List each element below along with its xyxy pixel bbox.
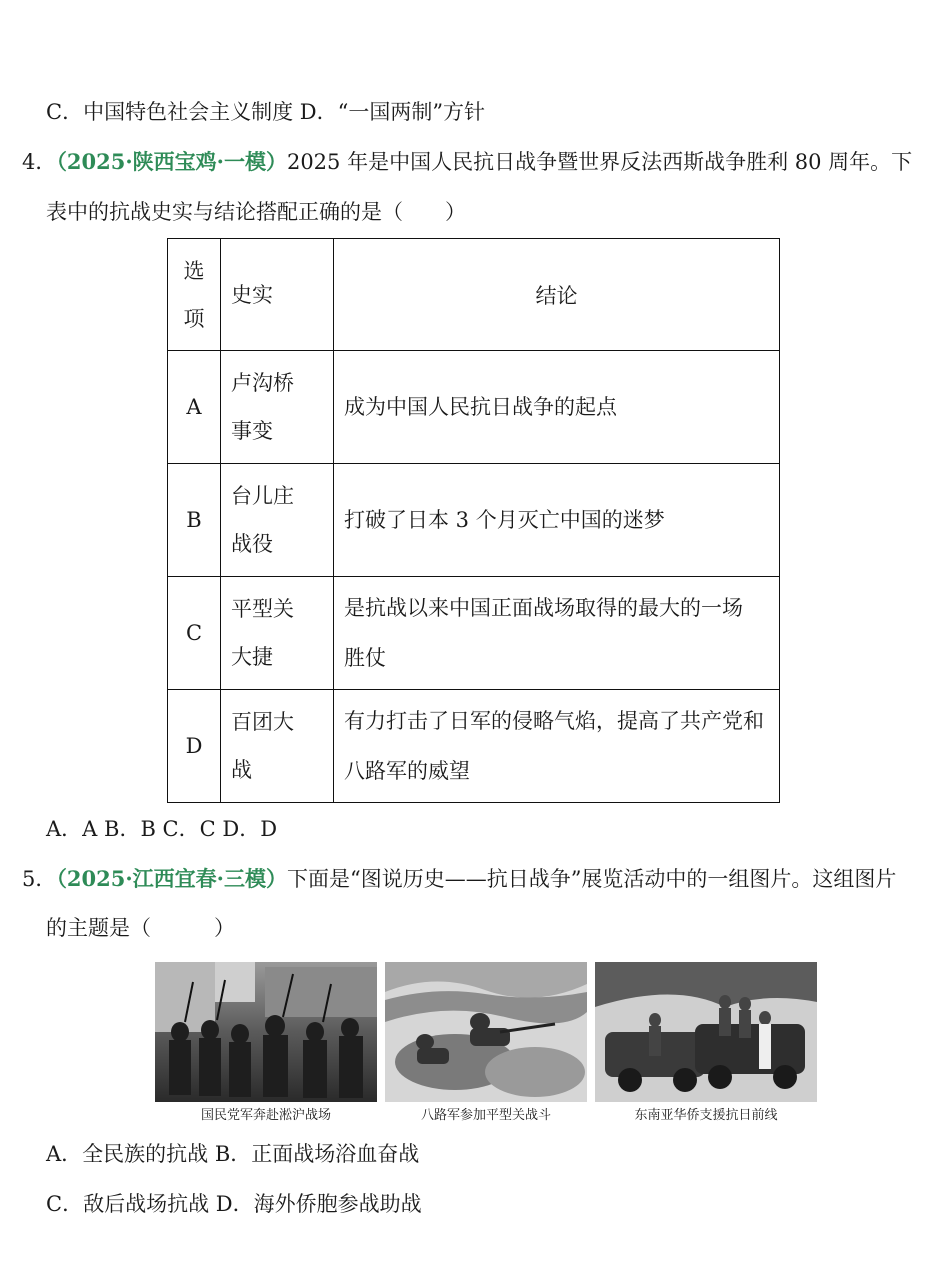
photo-caption: 东南亚华侨支援抗日前线: [634, 1108, 778, 1123]
table-row: [168, 351, 780, 464]
q5-stem-text: 下面是“图说历史——抗日战争”展览活动中的一组图片。这组图片: [286, 867, 897, 891]
q5-number: 5．: [22, 867, 57, 891]
row-conclusion: 成为中国人民抗日战争的起点: [334, 351, 780, 464]
photo-caption: 八路军参加平型关战斗: [420, 1108, 551, 1123]
table-header-row: [168, 239, 780, 351]
q4-number: 4．: [22, 150, 57, 174]
q4-table: [167, 238, 780, 803]
photo-nationalist-army: [155, 962, 377, 1102]
header-fact: 史实: [221, 239, 334, 351]
q5-photo-group: [155, 962, 817, 1122]
q4-source: （2025·陕西宝鸡·一模）: [56, 149, 287, 174]
table-row: [168, 690, 780, 803]
row-conclusion: 是抗战以来中国正面战场取得的最大的一场 胜仗: [334, 577, 780, 690]
row-fact: 平型关 大捷: [221, 577, 334, 690]
photo-caption: 国民党军奔赴淞沪战场: [200, 1108, 331, 1123]
photo-eighth-route-army: [385, 962, 587, 1102]
row-conclusion: 有力打击了日军的侵略气焰，提高了共产党和 八路军的威望: [334, 690, 780, 803]
q4-stem-text: 2025 年是中国人民抗日战争暨世界反法西斯战争胜利 80 周年。下: [286, 150, 913, 174]
row-fact: 卢沟桥 事变: [221, 351, 334, 464]
row-fact: 台儿庄 战役: [221, 464, 334, 577]
header-option: 选 项: [168, 239, 221, 351]
q5-options-cd: C．敌后战场抗战 D．海外侨胞参战助战: [46, 1192, 422, 1216]
row-option: B: [168, 464, 221, 577]
header-conclusion: 结论: [334, 239, 780, 351]
q5-stem-line2: 的主题是（ ）: [46, 916, 235, 940]
table-row: [168, 464, 780, 577]
row-conclusion: 打破了日本 3 个月灭亡中国的迷梦: [334, 464, 780, 577]
table-row: [168, 577, 780, 690]
q4-answer-options: A．A B．B C．C D．D: [46, 817, 278, 841]
q3-options-cd: C．中国特色社会主义制度 D．“一国两制”方针: [46, 100, 486, 124]
q4-stem-line2: 表中的抗战史实与结论搭配正确的是（ ）: [46, 200, 466, 224]
q4-stem-line1: [22, 147, 912, 177]
q5-source: （2025·江西宜春·三模）: [56, 866, 287, 891]
q5-options-ab: A．全民族的抗战 B．正面战场浴血奋战: [46, 1142, 420, 1166]
row-option: A: [168, 351, 221, 464]
q5-stem-line1: [22, 864, 896, 894]
row-option: C: [168, 577, 221, 690]
row-option: D: [168, 690, 221, 803]
row-fact: 百团大 战: [221, 690, 334, 803]
photo-overseas-chinese: [595, 962, 817, 1102]
